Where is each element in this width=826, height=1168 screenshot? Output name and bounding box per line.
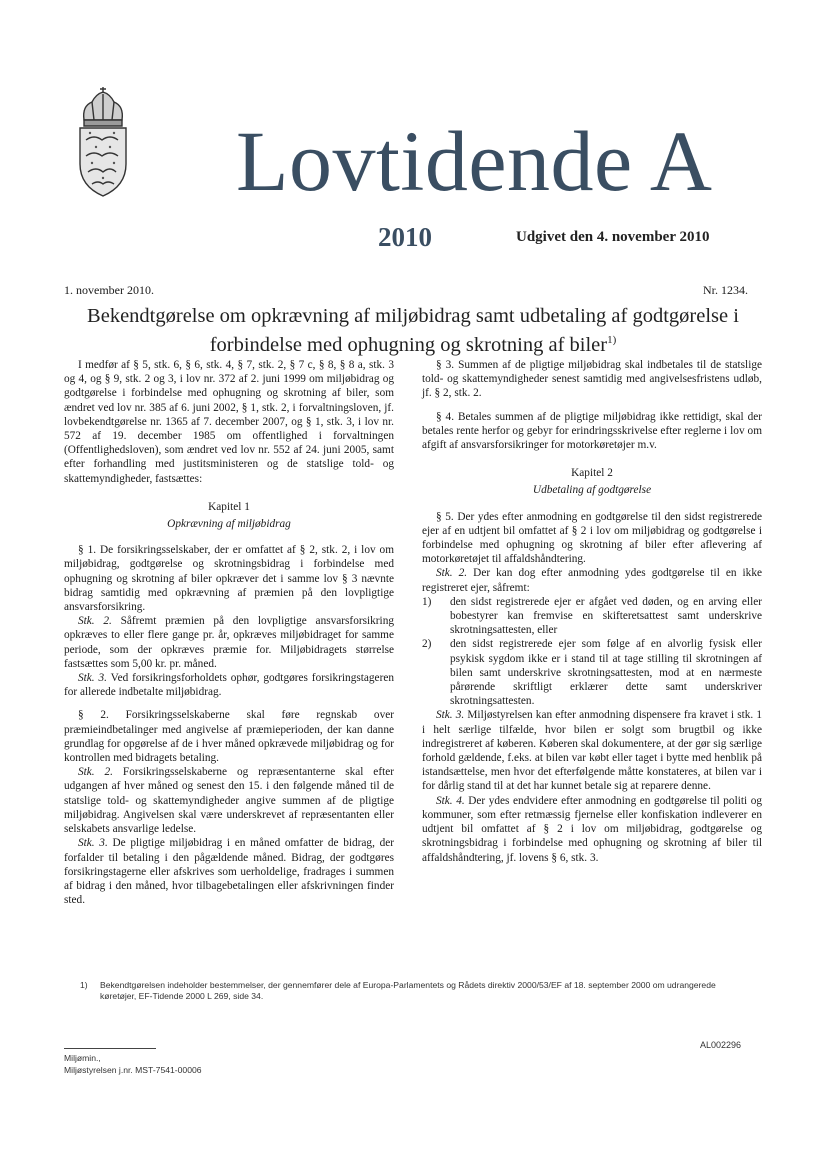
- title-footnote-mark: 1): [607, 334, 617, 346]
- document-number: Nr. 1234.: [703, 283, 748, 297]
- section-1-stk-3: [64, 671, 394, 699]
- stk-text: Miljøstyrelsen kan efter anmodning dispensere fra kravet i stk. 1 i helt særlige tilfælde, hvor bilen er solgt som brugtbil og ikke indregistreret af køberen. Køberen skal dokumentere, at der gør sig særlige forhold gældende, f.eks. at bilen var købt eller taget i bytte med henblik på istandsættelse, men hvor det efterfølgende måtte konstateres, at bilen var i for dårlig stand til at det har kunnet betale sig at reparere denne.: [422, 709, 762, 793]
- chapter-1-heading: Kapitel 1: [208, 500, 250, 513]
- stk-label: Stk. 2.: [436, 567, 468, 580]
- list-item-text: den sidst registrerede ejer er afgået ved døden, og en arving eller bobestyrer kan fremvise en skifteretsattest samt underskrive skrotningsattesten, eller: [450, 595, 762, 637]
- section-5-stk-3: [422, 708, 762, 793]
- coat-of-arms-emblem: [74, 86, 132, 198]
- document-date: 1. november 2010.: [64, 283, 154, 297]
- section-3: § 3. Summen af de pligtige miljøbidrag skal indbetales til de statslige told- og skattemyndigheder senest samtidig med angivelsesfristens udløb, jf. § 2, stk. 2.: [422, 359, 762, 400]
- stk-text: Der ydes endvidere efter anmodning en godtgørelse til politi og kommuner, som efter retmæssig fjernelse eller konfiskation indleverer en udtjent bil omfattet af § 2 i lov om miljøbidrag, godtgørelse og skrotningsbidrag i forbindelse med ophugning og skrotning af biler til affaldshåndtering, jf. lovens § 6, stk. 3.: [422, 794, 762, 864]
- masthead-title: Lovtidende A: [236, 113, 713, 209]
- section-5: § 5. Der ydes efter anmodning en godtgørelse til den sidst registrerede ejer af en udtjent bil omfattet af § 2 i lov om miljøbidrag og godtgørelse i forbindelse med ophugning og skrotning af biler efter aflevering af motorkøretøjet til affaldshåndtering.: [422, 510, 762, 566]
- published-date: Udgivet den 4. november 2010: [516, 229, 710, 245]
- list-item: [422, 637, 762, 708]
- preamble: I medfør af § 5, stk. 6, § 6, stk. 4, § 7, stk. 2, § 7 c, § 8, § 8 a, stk. 3 og 4, og § 9, stk. 2 og 3, i lov nr. 372 af 2. juni 1999 om miljøbidrag og godtgørelse i forbindelse med ophugning og skrotning af biler, som ændret ved lov nr. 385 af 6. juni 2002, § 1, stk. 2, i forvaltningsloven, jf. lovbekendtgørelse nr. 1365 af 7. december 2007, og § 1, stk. 3, i lov nr. 572 af 19. december 1985 om offentlighed i forvaltningen (Offentlighedsloven), som ændret ved lov nr. 552 af 24. juni 2005, samt efter forhandling med justitsministeren og de statslige told- og skattemyndigheder, fastsættes:: [64, 359, 394, 485]
- ministry-line-2: Miljøstyrelsen j.nr. MST-7541-00006: [64, 1064, 202, 1075]
- document-id: AL002296: [700, 1040, 742, 1050]
- footnote: [80, 980, 750, 1002]
- list-item-number: 1): [422, 595, 432, 608]
- section-2-stk-3: [64, 836, 394, 907]
- chapter-2-subtitle: Udbetaling af godtgørelse: [532, 484, 652, 497]
- right-column: [422, 358, 762, 865]
- document-title: [64, 304, 762, 357]
- stk-label: Stk. 3.: [78, 672, 107, 685]
- stk-text: Ved forsikringsforholdets ophør, godtgøres forsikringstageren for allerede indbetalte miljøbidrag.: [64, 672, 394, 699]
- section-1: § 1. De forsikringsselskaber, der er omfattet af § 2, stk. 2, i lov om miljøbidrag, godtgørelse og skrotningsbidrag i forbindelse med ophugning og skrotning af biler opkræver det i samme lov § 3 nævnte bidrag samtidig med opkrævning af præmien på den lovpligtige ansvarsforsikring.: [64, 544, 394, 614]
- document-title-text: Bekendtgørelse om opkrævning af miljøbidrag samt udbetaling af godtgørelse i forbindelse med ophugning og skrotning af biler: [87, 305, 739, 356]
- section-5-stk-4: [422, 794, 762, 865]
- stk-label: Stk. 4.: [436, 794, 465, 807]
- footnote-mark: 1): [80, 980, 88, 990]
- list-item-number: 2): [422, 638, 432, 651]
- stk-text: De pligtige miljøbidrag i en måned omfatter de bidrag, der forfalder til betaling i den pågældende måned. Bidrag, der godtgøres forsikringstagerne eller afskrives som uerholdelige, fradrages i summen af bidrag i den måned, hvor tilbagebetalingen eller afskrivningen finder sted.: [64, 837, 394, 907]
- numbered-list: [422, 595, 762, 709]
- section-2-stk-2: [64, 765, 394, 836]
- footnote-text: Bekendtgørelsen indeholder bestemmelser, der gennemfører dele af Europa-Parlamentets og Rådets direktiv 2000/53/EF af 18. september 2000 om udrangerede køretøjer, EF-Tidende 2000 L 269, side 34.: [100, 980, 716, 1001]
- stk-label: Stk. 2.: [78, 766, 113, 779]
- publication-year: 2010: [378, 222, 432, 252]
- section-4: § 4. Betales summen af de pligtige miljøbidrag ikke rettidigt, skal der betales rente herfor og gebyr for erindringsskrivelse efter reglerne i lov om afgift af ansvarsforsikringer for motorkøretøjer m.v.: [422, 410, 762, 452]
- stk-text: Der kan dog efter anmodning ydes godtgørelse til en ikke registreret ejer, såfremt:: [422, 567, 762, 594]
- section-5-stk-2: [422, 566, 762, 594]
- chapter-2-heading: Kapitel 2: [571, 467, 613, 480]
- stk-label: Stk. 3.: [436, 709, 465, 722]
- stk-label: Stk. 2.: [78, 615, 112, 628]
- list-item-text: den sidst registrerede ejer som følge af en alvorlig fysisk eller psykisk sygdom ikke er i stand til at tage stilling til skrotningen af bilen samt underskrive skrotningsattesten, mod at en nærmeste pårørende skriftligt erklærer dette samt underskriver skrotningsattesten.: [450, 638, 762, 708]
- section-1-stk-2: [64, 614, 394, 671]
- footer-divider: [64, 1048, 156, 1049]
- stk-text: Såfremt præmien på den lovpligtige ansvarsforsikring opkræves to eller flere gange pr. år, opkræves miljøbidraget for samme periode, som der opkræves præmie for. Miljøbidragets størrelse fastsættes som 5,00 kr. pr. måned.: [64, 615, 394, 670]
- ministry-reference: [64, 1053, 202, 1076]
- stk-label: Stk. 3.: [78, 837, 108, 850]
- left-column: [64, 358, 394, 907]
- section-2: § 2. Forsikringsselskaberne skal føre regnskab over præmieindbetalinger med angivelse af præmieperioden, der kan danne grundlag for opgørelse af de i hver måned opkrævede miljøbidrag og for kontrollen med bidragets betaling.: [64, 709, 394, 765]
- list-item: [422, 595, 762, 638]
- chapter-1-subtitle: Opkrævning af miljøbidrag: [167, 518, 291, 531]
- ministry-line-1: Miljømin.,: [64, 1053, 101, 1063]
- stk-text: Forsikringsselskaberne og repræsentanterne skal efter udgangen af hver måned og senest den 15. i den følgende måned til de statslige told- og skattemyndigheder angive summen af de pligtige miljøbidrag. Angivelsen skal være underskrevet af repræsentanten eller selskabets ansvarlige ledelse.: [64, 766, 394, 836]
